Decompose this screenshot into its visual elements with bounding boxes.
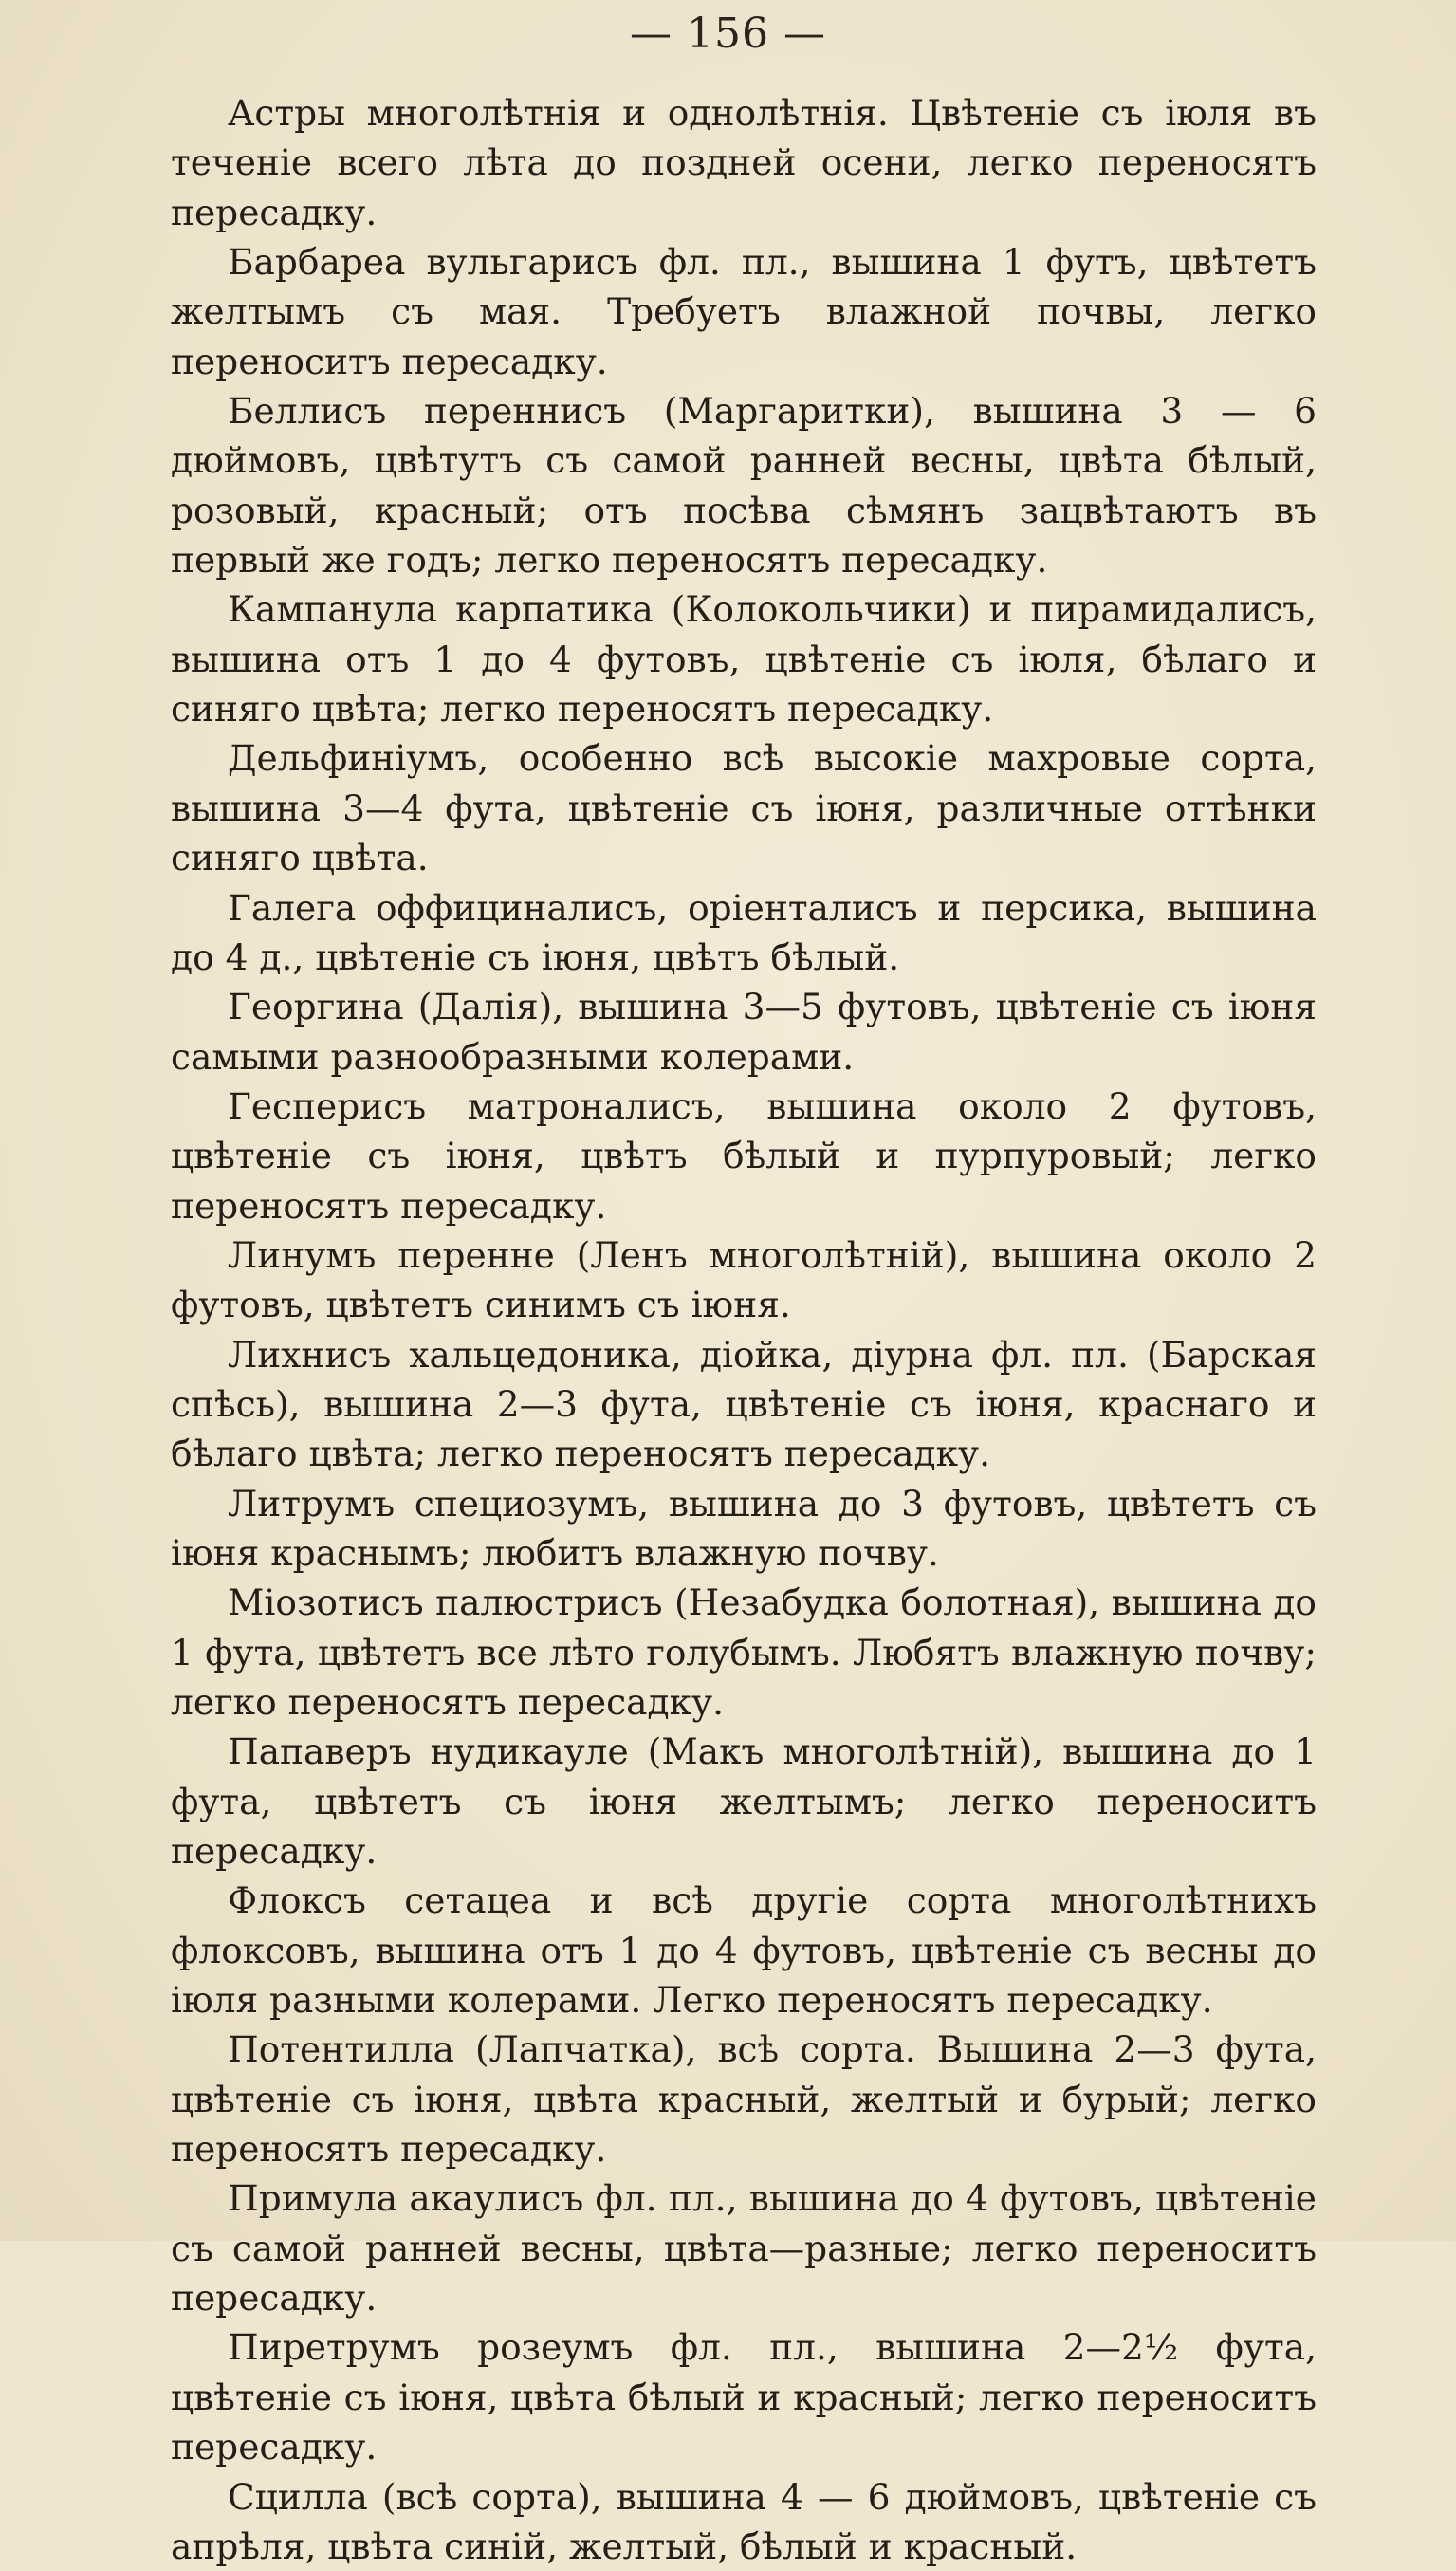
paragraph-myosotis (171, 1578, 1317, 1727)
paragraph-text: Лихнисъ хальцедоника, діойка, діурна фл. пл. (Барская спѣсь), вышина 2—3 фута, цвѣтеніе съ іюня, краснаго и бѣлаго цвѣта; легко переносятъ пересадку. (171, 1334, 1317, 1475)
paragraph-text: Барбареа вульгарисъ фл. пл., вышина 1 футъ, цвѣтетъ желтымъ съ мая. Требуетъ влажной почвы, легко переноситъ пересадку. (171, 241, 1317, 382)
page-number: — 156 — (0, 9, 1456, 58)
paragraph-georgina (171, 982, 1317, 1082)
paragraph-linum (171, 1230, 1317, 1330)
paragraph-pyrethrum (171, 2322, 1317, 2471)
paragraph-galega (171, 883, 1317, 983)
paragraph-text: Сцилла (всѣ сорта), вышина 4 — 6 дюймовъ, цвѣтеніе съ апрѣля, цвѣта синій, желтый, бѣлый и красный. (171, 2476, 1317, 2567)
paragraph-campanula (171, 584, 1317, 733)
paragraph-barbarea (171, 237, 1317, 386)
paragraph-text: Міозотисъ палюстрисъ (Незабудка болотная), вышина до 1 фута, цвѣтетъ все лѣто голубымъ. Любятъ влажную почву; легко переносятъ пересадку. (171, 1581, 1317, 1723)
text-body (171, 88, 1317, 2571)
paragraph-text: Георгина (Далія), вышина 3—5 футовъ, цвѣтеніе съ іюня самыми разнообразными колерами. (171, 986, 1317, 1077)
paragraph-text: Папаверъ нудикауле (Макъ многолѣтній), вышина до 1 фута, цвѣтетъ съ іюня желтымъ; легко переноситъ пересадку. (171, 1730, 1317, 1872)
paragraph-text: Пиретрумъ розеумъ фл. пл., вышина 2—2½ фута, цвѣтеніе съ іюня, цвѣта бѣлый и красный; легко переноситъ пересадку. (171, 2326, 1317, 2468)
paragraph-primula (171, 2173, 1317, 2322)
paragraph-delphinium (171, 733, 1317, 882)
paragraph-lychnis (171, 1330, 1317, 1479)
paragraph-text: Гесперисъ матроналисъ, вышина около 2 футовъ, цвѣтеніе съ іюня, цвѣтъ бѣлый и пурпуровый; легко переносятъ пересадку. (171, 1085, 1317, 1227)
paragraph-text: Литрумъ специозумъ, вышина до 3 футовъ, цвѣтетъ съ іюня краснымъ; любитъ влажную почву. (171, 1483, 1317, 1574)
paragraph-text: Беллисъ переннисъ (Маргаритки), вышина 3 — 6 дюймовъ, цвѣтутъ съ самой ранней весны, цвѣта бѣлый, розовый, красный; отъ посѣва сѣмянъ зацвѣтаютъ въ первый же годъ; легко переносятъ пересадку. (171, 390, 1317, 581)
paragraph-potentilla (171, 2025, 1317, 2173)
paragraph-text: Флоксъ сетацеа и всѣ другіе сорта многолѣтнихъ флоксовъ, вышина отъ 1 до 4 футовъ, цвѣтеніе съ весны до іюля разными колерами. Легко переносятъ пересадку. (171, 1879, 1317, 2021)
paragraph-text: Кампанула карпатика (Колокольчики) и пирамидалисъ, вышина отъ 1 до 4 футовъ, цвѣтеніе съ іюля, бѣлаго и синяго цвѣта; легко переносятъ пересадку. (171, 588, 1317, 730)
paragraph-text: Потентилла (Лапчатка), всѣ сорта. Вышина 2—3 фута, цвѣтеніе съ іюня, цвѣта красный, желтый и бурый; легко переносятъ пересадку. (171, 2028, 1317, 2170)
paragraph-text: Галега оффициналисъ, оріенталисъ и персика, вышина до 4 д., цвѣтеніе съ іюня, цвѣтъ бѣлый. (171, 887, 1317, 978)
paragraph-phlox (171, 1876, 1317, 2025)
paragraph-text: Линумъ перенне (Ленъ многолѣтній), вышина около 2 футовъ, цвѣтетъ синимъ съ іюня. (171, 1234, 1317, 1325)
paragraph-lythrum (171, 1479, 1317, 1579)
paragraph-asters (171, 88, 1317, 237)
paragraph-papaver (171, 1727, 1317, 1876)
paragraph-text: Примула акаулисъ фл. пл., вышина до 4 футовъ, цвѣтеніе съ самой ранней весны, цвѣта—разные; легко переноситъ пересадку. (171, 2177, 1317, 2319)
paragraph-text: Астры многолѣтнія и однолѣтнія. Цвѣтеніе съ іюля въ теченіе всего лѣта до поздней осени, легко переносятъ пересадку. (171, 92, 1317, 233)
paragraph-hesperis (171, 1082, 1317, 1230)
paragraph-text: Дельфиніумъ, особенно всѣ высокіе махровые сорта, вышина 3—4 фута, цвѣтеніе съ іюня, различные оттѣнки синяго цвѣта. (171, 737, 1317, 879)
paragraph-scilla (171, 2472, 1317, 2571)
paragraph-bellis (171, 386, 1317, 584)
